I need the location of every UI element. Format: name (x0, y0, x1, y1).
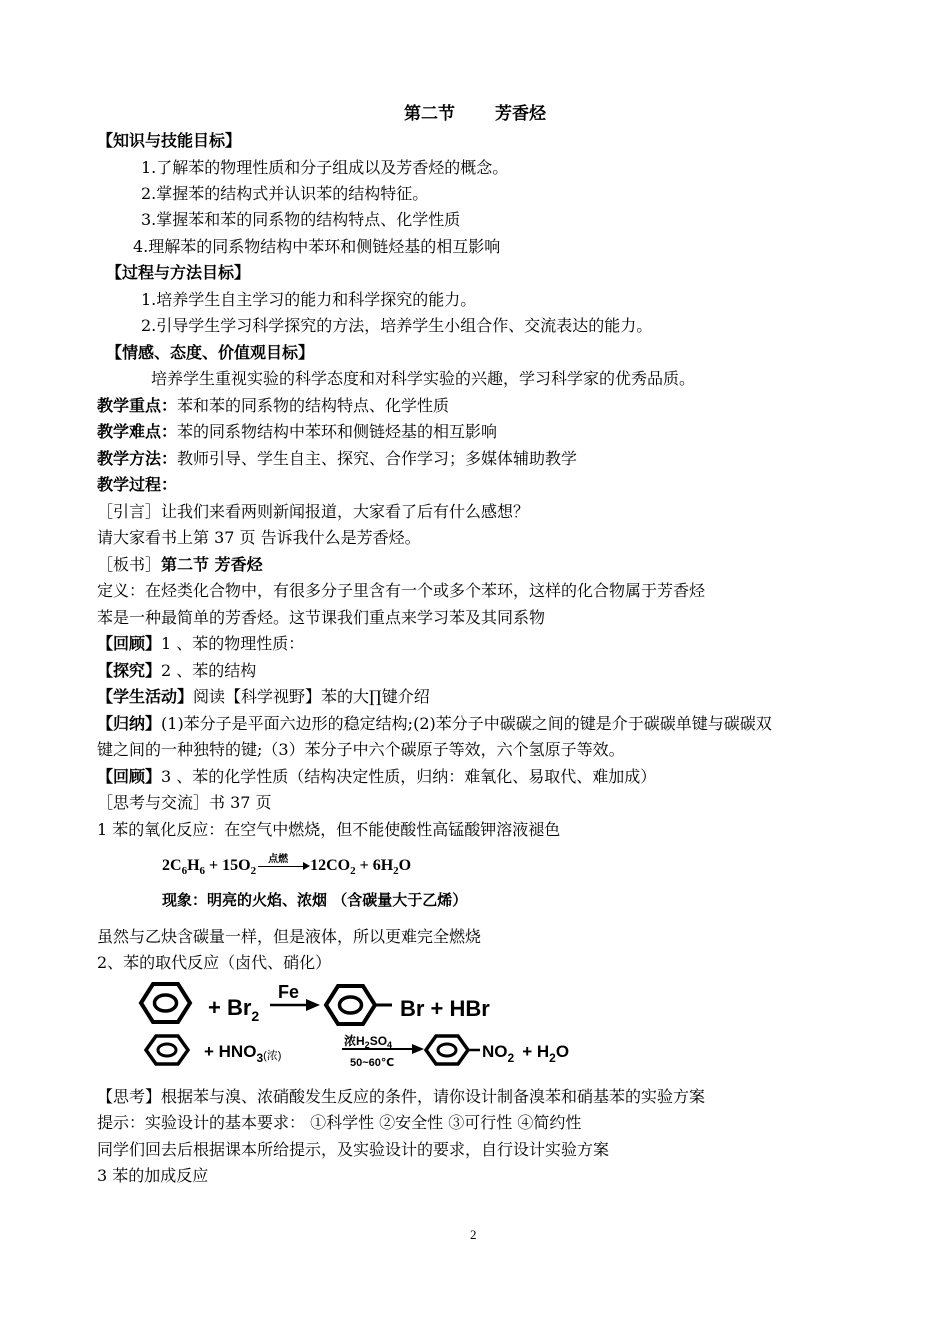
knowledge-item-3: 3.掌握苯和苯的同系物的结构特点、化学性质 (141, 210, 461, 229)
substitution-reactions-diagram (130, 978, 630, 1070)
hint-line: 提示：实验设计的基本要求： ①科学性 ②安全性 ③可行性 ④简约性 (97, 1113, 582, 1132)
intro-line: ［引言］让我们来看两则新闻报道，大家看了后有什么感想？ (97, 502, 530, 521)
reaction-arrow: 点燃 (256, 856, 310, 876)
knowledge-heading: 【知识与技能目标】 (97, 131, 242, 150)
review-1-line: 【回顾】1 、苯的物理性质： (97, 634, 305, 653)
substitution-line: 2、苯的取代反应（卤代、硝化） (97, 953, 332, 972)
knowledge-item-2: 2.掌握苯的结构式并认识苯的结构特征。 (141, 184, 429, 203)
emotion-text: 培养学生重视实验的科学态度和对科学实验的兴趣，学习科学家的优秀品质。 (151, 369, 696, 388)
addition-line: 3 苯的加成反应 (97, 1166, 209, 1185)
reaction2-reagent: + $HNO_3$(浓) (204, 1042, 282, 1065)
benzene-ring-2-icon (146, 1036, 188, 1064)
review-3-line: 【回顾】3 、苯的化学性质（结构决定性质，归纳：难氧化、易取代、难加成） (97, 767, 657, 786)
nitrobenzene-ring-icon (426, 1036, 468, 1064)
read-book-line: 请大家看书上第 37 页 告诉我什么是芳香烃。 (97, 528, 421, 547)
reaction2-catalyst: 浓$H_2SO_4$ (344, 1034, 393, 1050)
reaction1-catalyst: Fe (278, 982, 300, 1002)
activity-line: 【学生活动】阅读【科学视野】苯的大∏键介绍 (97, 687, 430, 706)
homework-line: 同学们回去后根据课本所给提示，及实验设计的要求，自行设计实验方案 (97, 1140, 610, 1159)
benzene-simplest-line: 苯是一种最简单的芳香烃。这节课我们重点来学习苯及其同系物 (97, 608, 546, 627)
teaching-method: 教学方法：教师引导、学生自主、探究、合作学习；多媒体辅助教学 (97, 449, 578, 468)
combustion-equation: $2C_6H_6 + 15O_2$ 点燃 $12CO_2 + 6H_2O$ (162, 854, 412, 877)
difficulty: 教学难点：苯的同系物结构中苯环和侧链烃基的相互影响 (97, 422, 498, 441)
reaction2-condition: 50~60℃ (350, 1057, 395, 1069)
reaction2-product: $NO_2 + H_2O$ (482, 1042, 570, 1065)
summary-line-1: 【归纳】(1)苯分子是平面六边形的稳定结构;(2)苯分子中碳碳之间的键是介于碳碳单键与碳碳双 (97, 714, 772, 733)
oxidation-line: 1 苯的氧化反应：在空气中燃烧，但不能使酸性高锰酸钾溶液褪色 (97, 820, 561, 839)
section-title: 第二节 芳香烃 (404, 104, 546, 124)
process-item-2: 2.引导学生学习科学探究的方法，培养学生小组合作、交流表达的能力。 (141, 316, 653, 335)
process-heading: 【过程与方法目标】 (106, 263, 251, 282)
benzene-ring-icon (141, 984, 190, 1022)
reaction1-reagent: + $Br_2$ (208, 995, 260, 1024)
reaction1-product: Br + HBr (400, 996, 490, 1021)
acetylene-note-line: 虽然与乙炔含碳量一样，但是液体，所以更难完全燃烧 (97, 927, 482, 946)
definition-line: 定义：在烃类化合物中，有很多分子里含有一个或多个苯环，这样的化合物属于芳香烃 (97, 581, 706, 600)
reaction2-arrow-head (412, 1044, 424, 1054)
reaction1-arrow-head (306, 999, 320, 1011)
phenomenon-line: 现象：明亮的火焰、浓烟 （含碳量大于乙烯） (162, 891, 468, 909)
knowledge-item-4: 4.理解苯的同系物结构中苯环和侧链烃基的相互影响 (133, 237, 501, 256)
think-line: 【思考】根据苯与溴、浓硝酸发生反应的条件，请你设计制备溴苯和硝基苯的实验方案 (97, 1087, 706, 1106)
process-label: 教学过程： (97, 475, 178, 494)
board-line: ［板书］第二节 芳香烃 (97, 555, 263, 574)
bromobenzene-ring-icon (326, 986, 375, 1024)
summary-line-2: 键之间的一种独特的键;（3）苯分子中六个碳原子等效，六个氢原子等效。 (97, 740, 625, 759)
page-number: 2 (470, 1227, 477, 1242)
key-point: 教学重点：苯和苯的同系物的结构特点、化学性质 (97, 396, 450, 415)
knowledge-item-1: 1.了解苯的物理性质和分子组成以及芳香烃的概念。 (141, 158, 509, 177)
think-exchange-line: ［思考与交流］书 37 页 (97, 793, 272, 812)
process-item-1: 1.培养学生自主学习的能力和科学探究的能力。 (141, 290, 477, 309)
emotion-heading: 【情感、态度、价值观目标】 (106, 343, 315, 362)
explore-line: 【探究】2 、苯的结构 (97, 661, 257, 680)
